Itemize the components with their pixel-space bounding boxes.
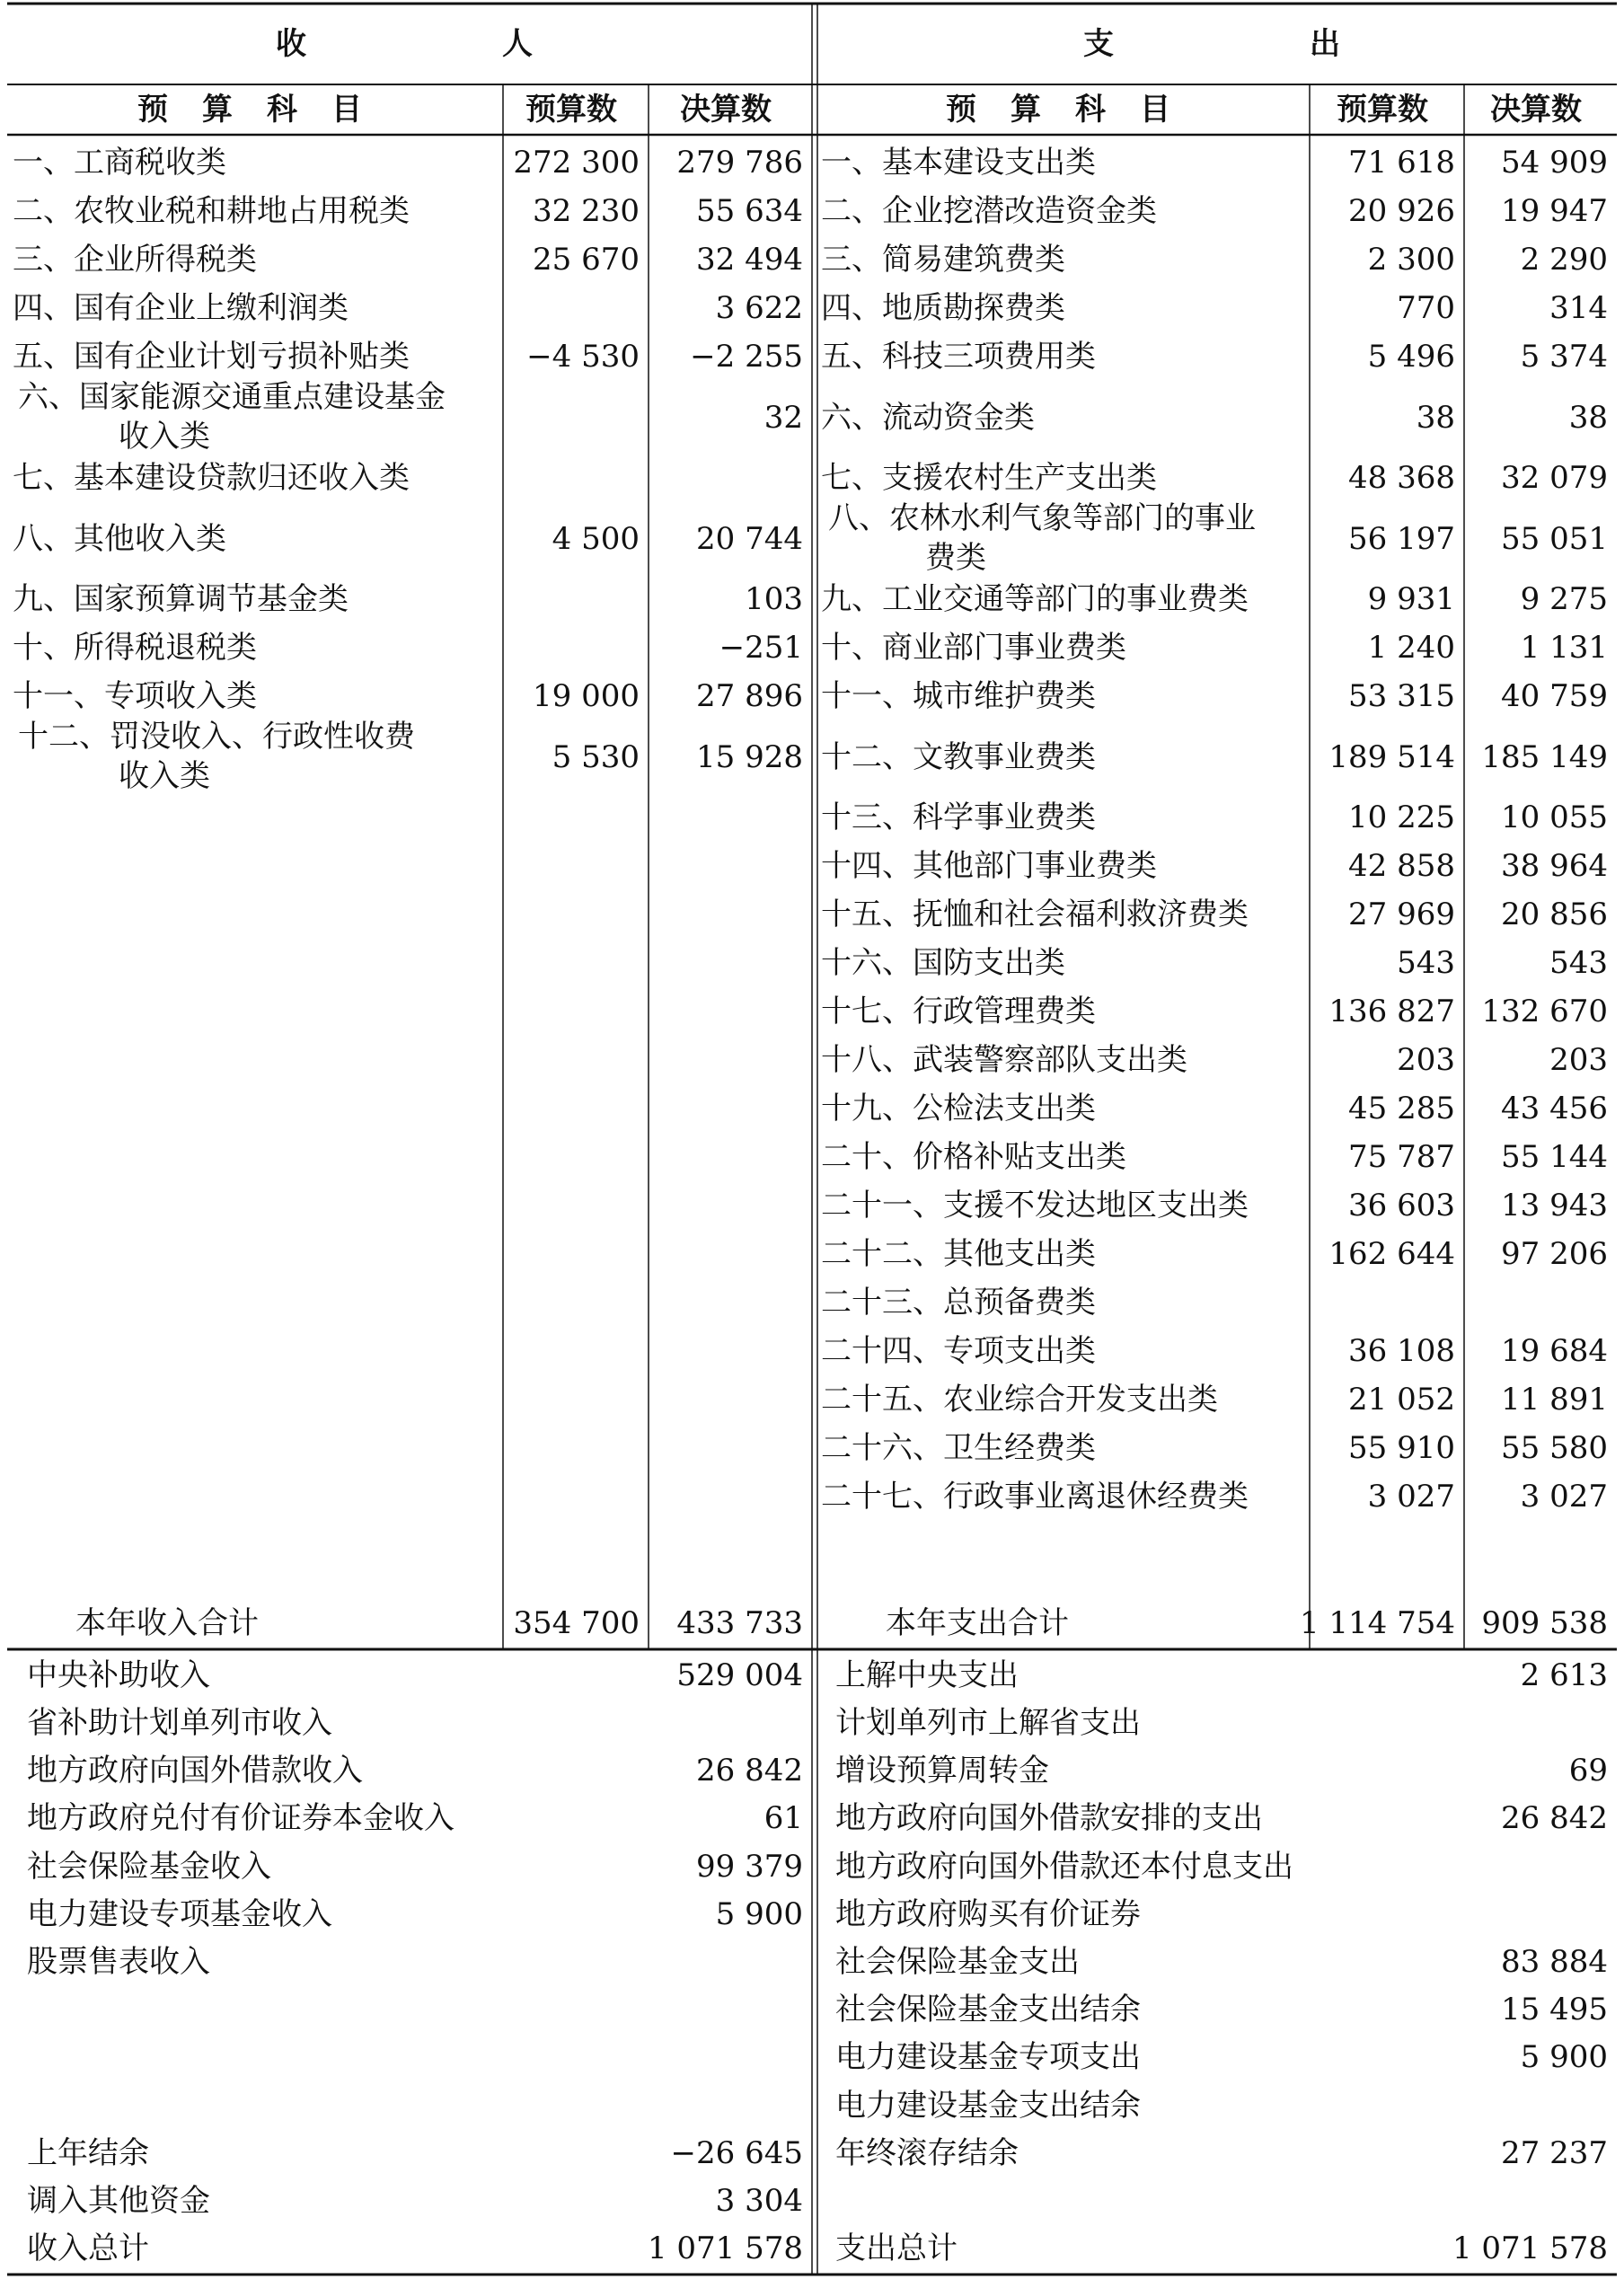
expenditure-final-value: 55 144 — [1501, 1139, 1608, 1175]
income-item — [18, 720, 501, 793]
expenditure-budget-value: 189 514 — [1328, 738, 1455, 775]
expenditure-budget-value: 56 197 — [1348, 520, 1455, 557]
expenditure-final-value: 9 275 — [1520, 581, 1608, 617]
income-bottom-value: 1 071 578 — [647, 2230, 803, 2267]
income-final-value: 103 — [745, 581, 803, 617]
expenditure-year-total-label: 本年支出合计 — [886, 1605, 1069, 1641]
expenditure-bottom-item: 地方政府向国外借款安排的支出 — [835, 1800, 1263, 1837]
income-item: 五、国有企业计划亏损补贴类 — [13, 339, 410, 375]
expenditure-final-value: 55 580 — [1501, 1430, 1608, 1466]
expenditure-bottom-value: 83 884 — [1501, 1943, 1608, 1980]
income-final-value: −251 — [719, 630, 803, 666]
expenditure-bottom-value: 27 237 — [1501, 2134, 1608, 2171]
expenditure-budget-value: 27 969 — [1348, 897, 1455, 932]
expenditure-bottom-value: 5 900 — [1520, 2039, 1608, 2076]
expenditure-final-value: 203 — [1549, 1042, 1608, 1078]
expenditure-budget-value: 162 644 — [1328, 1236, 1455, 1272]
expenditure-bottom-item: 年终滚存结余 — [835, 2134, 1019, 2171]
expenditure-item: 十一、城市维护费类 — [821, 678, 1096, 714]
income-bottom-value: 99 379 — [696, 1848, 803, 1885]
expenditure-final-value: 38 — [1568, 399, 1608, 436]
income-item: 八、其他收入类 — [13, 520, 226, 557]
expenditure-year-total-budget: 1 114 754 — [1299, 1605, 1455, 1641]
expenditure-final-value: 132 670 — [1481, 994, 1608, 1029]
income-final-value: 27 896 — [696, 678, 803, 714]
expenditure-item: 十九、公检法支出类 — [821, 1091, 1096, 1126]
expenditure-final-value: 314 — [1549, 290, 1608, 326]
income-header: 收 人 — [276, 26, 534, 62]
income-bottom-value: 529 004 — [676, 1656, 803, 1693]
income-budget-value: 272 300 — [513, 145, 640, 181]
income-bottom-value: 61 — [763, 1800, 803, 1837]
expenditure-item: 五、科技三项费用类 — [821, 339, 1096, 375]
income-bottom-value: −26 645 — [670, 2134, 803, 2171]
income-bottom-item: 地方政府向国外借款收入 — [27, 1753, 363, 1789]
income-budget-value: 4 500 — [552, 520, 640, 557]
income-bottom-item: 社会保险基金收入 — [27, 1848, 271, 1885]
income-bottom-value: 26 842 — [696, 1753, 803, 1789]
expenditure-item: 十、商业部门事业费类 — [821, 630, 1126, 666]
expenditure-final-value: 54 909 — [1501, 145, 1608, 181]
expenditure-final-value: 1 131 — [1520, 630, 1608, 666]
income-bottom-item: 收入总计 — [27, 2230, 149, 2267]
income-budget-value: 5 530 — [552, 738, 640, 775]
income-item-line1: 六、国家能源交通重点建设基金 — [18, 379, 446, 416]
expenditure-item-line2: 费类 — [925, 539, 986, 576]
expenditure-year-total-final: 909 538 — [1481, 1605, 1608, 1641]
income-bottom-item: 中央补助收入 — [27, 1656, 210, 1693]
expenditure-bottom-item: 社会保险基金支出结余 — [835, 1992, 1141, 2028]
income-budget-value: 19 000 — [533, 678, 640, 714]
expenditure-final-value: 13 943 — [1501, 1188, 1608, 1223]
income-subject-header: 预 算 科 目 — [137, 92, 364, 128]
expenditure-budget-value: 45 285 — [1348, 1091, 1455, 1126]
expenditure-final-value: 40 759 — [1501, 678, 1608, 714]
income-bottom-value: 3 304 — [715, 2183, 803, 2220]
expenditure-item: 九、工业交通等部门的事业费类 — [821, 581, 1249, 617]
income-final-value: 32 — [763, 399, 803, 436]
income-final-value: 279 786 — [676, 145, 803, 181]
income-item: 一、工商税收类 — [13, 145, 226, 181]
income-bottom-item: 调入其他资金 — [27, 2183, 210, 2220]
expenditure-item: 一、基本建设支出类 — [821, 145, 1096, 181]
income-year-total-label: 本年收入合计 — [75, 1605, 259, 1641]
expenditure-bottom-item: 计划单列市上解省支出 — [835, 1704, 1141, 1741]
income-item: 七、基本建设贷款归还收入类 — [13, 460, 410, 496]
expenditure-subject-header: 预 算 科 目 — [946, 92, 1172, 128]
expenditure-final-value: 32 079 — [1501, 460, 1608, 496]
expenditure-item — [828, 502, 1308, 575]
income-bottom-item: 省补助计划单列市收入 — [27, 1704, 332, 1741]
expenditure-bottom-value: 26 842 — [1501, 1800, 1608, 1837]
expenditure-budget-value: 136 827 — [1328, 994, 1455, 1029]
income-item: 四、国有企业上缴利润类 — [13, 290, 349, 326]
income-item-line2: 收入类 — [119, 757, 210, 794]
expenditure-final-value: 5 374 — [1520, 339, 1608, 375]
expenditure-budget-value: 21 052 — [1348, 1382, 1455, 1418]
expenditure-budget-value: 48 368 — [1348, 460, 1455, 496]
expenditure-item: 二十二、其他支出类 — [821, 1236, 1096, 1272]
income-item-line2: 收入类 — [119, 418, 210, 455]
income-item — [18, 381, 501, 454]
expenditure-budget-value: 3 027 — [1367, 1479, 1455, 1515]
expenditure-item-line1: 八、农林水利气象等部门的事业 — [828, 500, 1256, 537]
expenditure-final-value: 19 947 — [1501, 193, 1608, 229]
income-bottom-value: 5 900 — [715, 1895, 803, 1932]
expenditure-bottom-value: 1 071 578 — [1452, 2230, 1608, 2267]
expenditure-budget-value: 53 315 — [1348, 678, 1455, 714]
expenditure-item: 四、地质勘探费类 — [821, 290, 1065, 326]
expenditure-budget-value: 203 — [1397, 1042, 1455, 1078]
expenditure-item: 二十三、总预备费类 — [821, 1285, 1096, 1321]
income-final-value: 55 634 — [696, 193, 803, 229]
expenditure-final-value: 3 027 — [1520, 1479, 1608, 1515]
expenditure-budget-value: 770 — [1397, 290, 1455, 326]
expenditure-bottom-value: 15 495 — [1501, 1992, 1608, 2028]
income-bottom-item: 电力建设专项基金收入 — [27, 1895, 332, 1932]
expenditure-budget-value: 38 — [1416, 399, 1455, 436]
expenditure-bottom-item: 增设预算周转金 — [835, 1753, 1049, 1789]
income-item: 九、国家预算调节基金类 — [13, 581, 349, 617]
expenditure-item: 三、简易建筑费类 — [821, 242, 1065, 278]
income-final-value: 20 744 — [696, 520, 803, 557]
expenditure-budget-value: 36 108 — [1348, 1333, 1455, 1369]
income-item: 十一、专项收入类 — [13, 678, 257, 714]
income-budget-value: −4 530 — [526, 339, 640, 375]
expenditure-item: 七、支援农村生产支出类 — [821, 460, 1157, 496]
expenditure-bottom-item: 地方政府购买有价证券 — [835, 1895, 1141, 1932]
expenditure-budget-value: 36 603 — [1348, 1188, 1455, 1223]
expenditure-budget-header: 预算数 — [1337, 92, 1428, 128]
income-final-value: 3 622 — [715, 290, 803, 326]
income-item-line1: 十二、罚没收入、行政性收费 — [18, 719, 415, 755]
expenditure-item: 十五、抚恤和社会福利救济费类 — [821, 897, 1249, 932]
expenditure-final-value: 543 — [1549, 945, 1608, 981]
income-budget-value: 25 670 — [533, 242, 640, 278]
expenditure-item: 十八、武装警察部队支出类 — [821, 1042, 1187, 1078]
expenditure-bottom-item: 地方政府向国外借款还本付息支出 — [835, 1848, 1293, 1885]
expenditure-final-value: 20 856 — [1501, 897, 1608, 932]
expenditure-item: 二十六、卫生经费类 — [821, 1430, 1096, 1466]
expenditure-bottom-item: 电力建设基金支出结余 — [835, 2087, 1141, 2124]
expenditure-budget-value: 2 300 — [1367, 242, 1455, 278]
income-final-value: 32 494 — [696, 242, 803, 278]
income-final-value: −2 255 — [690, 339, 803, 375]
expenditure-bottom-value: 69 — [1568, 1753, 1608, 1789]
expenditure-item: 十二、文教事业费类 — [821, 738, 1096, 775]
expenditure-budget-value: 42 858 — [1348, 848, 1455, 884]
expenditure-final-header: 决算数 — [1490, 92, 1582, 128]
expenditure-item: 二十七、行政事业离退休经费类 — [821, 1479, 1249, 1515]
expenditure-item: 十三、科学事业费类 — [821, 799, 1096, 835]
income-bottom-item: 地方政府兑付有价证券本金收入 — [27, 1800, 455, 1837]
expenditure-final-value: 43 456 — [1501, 1091, 1608, 1126]
income-item: 三、企业所得税类 — [13, 242, 257, 278]
expenditure-bottom-item: 支出总计 — [835, 2230, 958, 2267]
expenditure-final-value: 19 684 — [1501, 1333, 1608, 1369]
expenditure-budget-value: 20 926 — [1348, 193, 1455, 229]
expenditure-item: 十七、行政管理费类 — [821, 994, 1096, 1029]
expenditure-item: 十六、国防支出类 — [821, 945, 1065, 981]
income-bottom-item: 股票售表收入 — [27, 1943, 210, 1980]
expenditure-budget-value: 5 496 — [1367, 339, 1455, 375]
expenditure-header: 支 出 — [1083, 26, 1342, 62]
expenditure-item: 二十、价格补贴支出类 — [821, 1139, 1126, 1175]
expenditure-final-value: 55 051 — [1501, 520, 1608, 557]
expenditure-item: 二、企业挖潜改造资金类 — [821, 193, 1157, 229]
expenditure-final-value: 2 290 — [1520, 242, 1608, 278]
expenditure-bottom-item: 社会保险基金支出 — [835, 1943, 1080, 1980]
income-budget-header: 预算数 — [525, 92, 617, 128]
expenditure-budget-value: 71 618 — [1348, 145, 1455, 181]
expenditure-item: 二十五、农业综合开发支出类 — [821, 1382, 1218, 1418]
income-bottom-item: 上年结余 — [27, 2134, 149, 2171]
expenditure-final-value: 97 206 — [1501, 1236, 1608, 1272]
income-budget-value: 32 230 — [533, 193, 640, 229]
expenditure-final-value: 10 055 — [1501, 799, 1608, 835]
expenditure-final-value: 11 891 — [1501, 1382, 1608, 1418]
expenditure-budget-value: 10 225 — [1348, 799, 1455, 835]
expenditure-item: 二十一、支援不发达地区支出类 — [821, 1188, 1249, 1223]
income-year-total-final: 433 733 — [676, 1605, 803, 1641]
income-final-header: 决算数 — [680, 92, 772, 128]
income-year-total-budget: 354 700 — [513, 1605, 640, 1641]
expenditure-budget-value: 9 931 — [1367, 581, 1455, 617]
expenditure-bottom-item: 电力建设基金专项支出 — [835, 2039, 1141, 2076]
expenditure-item: 二十四、专项支出类 — [821, 1333, 1096, 1369]
expenditure-bottom-value: 2 613 — [1520, 1656, 1608, 1693]
income-item: 十、所得税退税类 — [13, 630, 257, 666]
expenditure-final-value: 38 964 — [1501, 848, 1608, 884]
income-final-value: 15 928 — [696, 738, 803, 775]
expenditure-item: 六、流动资金类 — [821, 399, 1035, 436]
expenditure-budget-value: 75 787 — [1348, 1139, 1455, 1175]
expenditure-budget-value: 55 910 — [1348, 1430, 1455, 1466]
expenditure-final-value: 185 149 — [1481, 738, 1608, 775]
expenditure-bottom-item: 上解中央支出 — [835, 1656, 1019, 1693]
expenditure-budget-value: 1 240 — [1367, 630, 1455, 666]
expenditure-item: 十四、其他部门事业费类 — [821, 848, 1157, 884]
expenditure-budget-value: 543 — [1397, 945, 1455, 981]
income-item: 二、农牧业税和耕地占用税类 — [13, 193, 410, 229]
